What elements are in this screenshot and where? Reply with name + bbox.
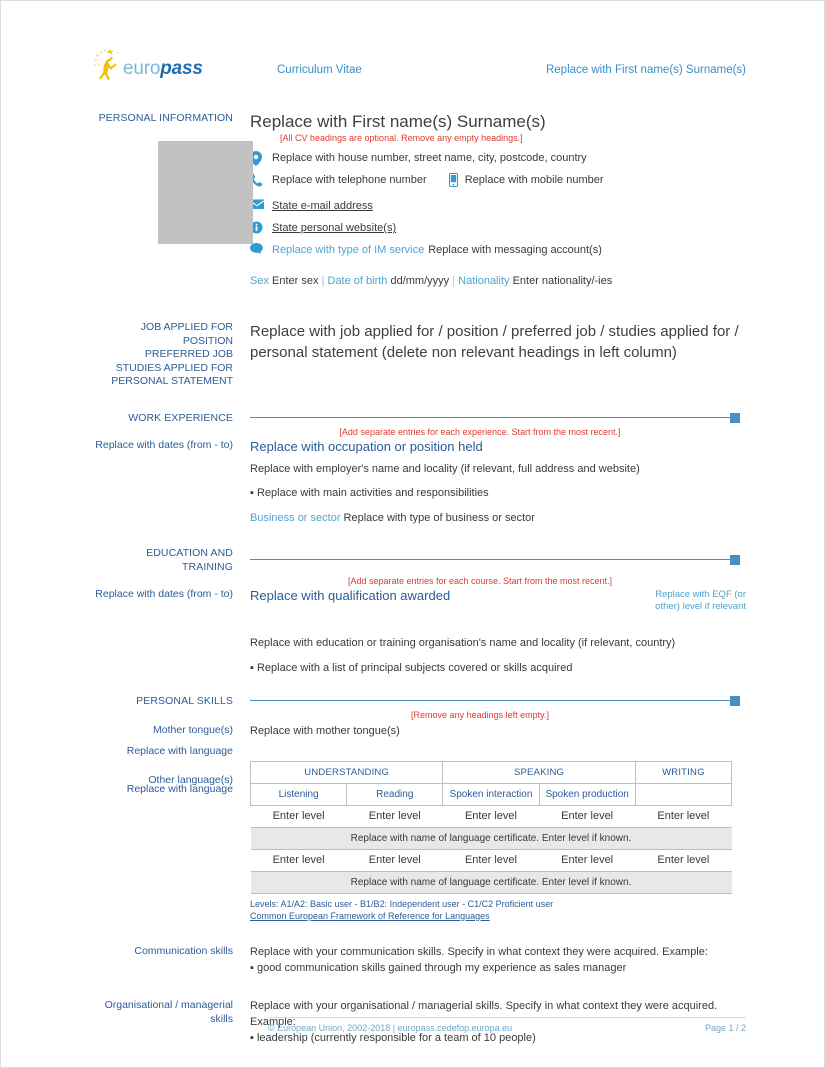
europass-star-icon <box>93 49 127 88</box>
business-or-sector-value: Replace with type of business or sector <box>343 511 535 524</box>
job-applied-line-1: POSITION <box>182 334 233 347</box>
sex-dob-nationality-line[interactable] <box>250 275 740 287</box>
personal-skills-red-note: [Remove any headings left empty.] <box>411 709 549 720</box>
work-experience-business-line[interactable] <box>250 510 740 526</box>
language-levels-legend <box>250 898 740 922</box>
address-line[interactable] <box>250 151 740 166</box>
work-experience-entry <box>1 438 824 526</box>
footer-copyright: © European Union, 2002-2018 | europass.cedefop.europa.eu <box>268 1023 513 1033</box>
communication-skills-bullet[interactable]: ▪ good communication skills gained through my experience as sales manager <box>250 961 627 974</box>
im-service-line[interactable] <box>250 243 740 258</box>
table-row-certificate <box>251 871 732 893</box>
job-applied-line-3: STUDIES APPLIED FOR <box>115 361 233 374</box>
section-label-personal-information: PERSONAL INFORMATION <box>98 112 233 124</box>
lang1-writing-level[interactable]: Enter level <box>635 805 731 827</box>
nationality-label: Nationality <box>458 275 510 287</box>
job-applied-section <box>1 321 824 389</box>
work-experience-activities[interactable]: ▪ Replace with main activities and responsibilities <box>250 486 489 499</box>
telephone-text: Replace with telephone number <box>272 174 427 186</box>
im-service-label: Replace with type of IM service <box>272 244 425 256</box>
date-of-birth-label: Date of birth <box>327 275 388 287</box>
page-title[interactable]: Replace with First name(s) Surname(s) <box>250 112 546 131</box>
table-header-writing: WRITING <box>635 761 731 783</box>
footer-divider <box>268 1017 746 1018</box>
education-dates-col[interactable] <box>93 587 250 676</box>
info-circle-icon <box>250 221 272 234</box>
separator-1: | <box>321 275 325 287</box>
mother-tongue-label: Mother tongue(s) <box>153 723 233 736</box>
communication-skills-body <box>250 944 740 976</box>
europass-logo <box>93 49 208 85</box>
lang1-spoken-production-level[interactable]: Enter level <box>539 805 635 827</box>
language-proficiency-table <box>250 761 732 894</box>
language-table-wrap <box>250 761 740 922</box>
lang1-listening-level[interactable]: Enter level <box>251 805 347 827</box>
education-red-note: [Add separate entries for each course. Start from the most recent.] <box>347 575 613 586</box>
mobile-phone-icon <box>449 173 465 192</box>
personal-skills-header <box>1 694 824 708</box>
lang1-spoken-interaction-level[interactable]: Enter level <box>443 805 539 827</box>
sex-value: Enter sex <box>272 275 319 287</box>
personal-skills-note-col <box>250 709 740 721</box>
phone-line[interactable] <box>250 173 740 192</box>
communication-skills-text[interactable]: Replace with your communication skills. Specify in what context they were acquired. Example: <box>250 945 708 958</box>
work-experience-entry-body <box>250 438 740 526</box>
table-row-certificate <box>251 827 732 849</box>
mother-tongue-row <box>1 723 824 739</box>
personal-skills-divider-wrap <box>250 696 740 706</box>
work-experience-employer[interactable]: Replace with employer's name and locality (if relevant, full address and website) <box>250 462 640 475</box>
sex-label: Sex <box>250 275 269 287</box>
work-experience-header <box>1 411 824 425</box>
table-header-row-groups <box>251 761 732 783</box>
communication-skills-label: Communication skills <box>134 944 233 957</box>
mother-tongue-value[interactable]: Replace with mother tongue(s) <box>250 724 400 737</box>
education-note-col <box>250 575 740 587</box>
section-label-work-experience: WORK EXPERIENCE <box>128 411 233 424</box>
logo-pass-text: pass <box>160 58 203 79</box>
section-divider <box>250 696 740 706</box>
im-account-text: Replace with messaging account(s) <box>428 244 602 256</box>
table-header-row-subs <box>251 783 732 805</box>
organisational-skills-label: Organisational / managerial skills <box>104 998 233 1025</box>
job-applied-line-4: PERSONAL STATEMENT <box>111 375 233 387</box>
separator-2: | <box>452 275 456 287</box>
personal-skills-note-row <box>1 709 824 721</box>
job-applied-body[interactable]: Replace with job applied for / position / preferred job / studies applied for / personal statement (delete non relevant headings in left column) <box>250 323 739 361</box>
date-of-birth-value: dd/mm/yyyy <box>390 275 450 287</box>
table-subheader-spoken-interaction: Spoken interaction <box>443 783 539 805</box>
education-note-row <box>1 575 824 587</box>
lang2-reading-level[interactable]: Enter level <box>347 849 443 871</box>
section-divider <box>250 555 740 565</box>
lang2-spoken-production-level[interactable]: Enter level <box>539 849 635 871</box>
job-applied-line-0: JOB APPLIED FOR <box>140 321 233 333</box>
email-text[interactable]: State e-mail address <box>272 200 373 212</box>
nationality-value: Enter nationality/-ies <box>512 275 613 287</box>
job-applied-label-col <box>93 321 250 389</box>
work-experience-dates-label: Replace with dates (from - to) <box>95 438 233 451</box>
location-pin-icon <box>250 151 272 166</box>
table-header-understanding: UNDERSTANDING <box>251 761 443 783</box>
table-subheader-spoken-production: Spoken production <box>539 783 635 805</box>
education-subjects[interactable]: ▪ Replace with a list of principal subjects covered or skills acquired <box>250 661 573 674</box>
education-dates-label: Replace with dates (from - to) <box>95 587 233 600</box>
header-curriculum-vitae-label: Curriculum Vitae <box>277 64 362 76</box>
work-experience-occupation[interactable]: Replace with occupation or position held <box>250 438 483 454</box>
education-header <box>1 546 824 574</box>
table-header-speaking: SPEAKING <box>443 761 635 783</box>
organisational-skills-text[interactable]: Replace with your organisational / managerial skills. Specify in what context they were acquired. Example: <box>250 999 718 1028</box>
work-experience-divider-wrap <box>250 413 740 423</box>
envelope-icon <box>250 199 272 210</box>
education-entry <box>1 587 824 676</box>
language-2-label[interactable]: Replace with language <box>126 783 233 795</box>
cefr-framework-link[interactable]: Common European Framework of Reference for Languages <box>250 910 490 921</box>
education-label-col <box>93 546 250 574</box>
mother-tongue-label-col <box>93 723 250 739</box>
communication-skills-label-col <box>93 944 250 976</box>
email-line[interactable] <box>250 199 740 214</box>
logo-euro-text: euro <box>123 58 161 79</box>
lang1-certificate[interactable]: Replace with name of language certificate. Enter level if known. <box>251 827 732 849</box>
table-subheader-listening: Listening <box>251 783 347 805</box>
optional-headings-note: [All CV headings are optional. Remove any empty headings.] <box>280 133 523 143</box>
education-divider-wrap <box>250 555 740 565</box>
telephone-icon <box>250 173 272 187</box>
work-experience-note-col <box>250 426 740 438</box>
language-1-label[interactable]: Replace with language <box>126 745 233 757</box>
website-text[interactable]: State personal website(s) <box>272 222 397 234</box>
mobile-text: Replace with mobile number <box>464 174 604 186</box>
work-experience-note-row <box>1 426 824 438</box>
europass-wordmark <box>123 58 203 80</box>
page-header <box>1 1 824 93</box>
chat-bubble-icon <box>250 243 272 255</box>
job-applied-line-2: PREFERRED JOB <box>144 348 233 360</box>
other-languages-label: Other language(s) <box>148 773 233 786</box>
website-line[interactable] <box>250 221 740 236</box>
lang2-writing-level[interactable]: Enter level <box>635 849 731 871</box>
education-qualification[interactable]: Replace with qualification awarded <box>250 587 451 603</box>
work-experience-red-note: [Add separate entries for each experience. Start from the most recent.] <box>339 426 621 437</box>
page-footer <box>1 1017 824 1037</box>
personal-information-section <box>1 111 824 287</box>
table-row <box>251 805 732 827</box>
table-row <box>251 849 732 871</box>
table-subheader-reading: Reading <box>347 783 443 805</box>
table-subheader-writing-blank <box>635 783 731 805</box>
footer-page-number: Page 1 / 2 <box>704 1023 746 1033</box>
work-experience-dates-col[interactable] <box>93 438 250 526</box>
section-label-personal-skills: PERSONAL SKILLS <box>136 694 233 707</box>
lang2-listening-level[interactable]: Enter level <box>251 849 347 871</box>
organisational-skills-bullet[interactable]: ▪ leadership (currently responsible for a team of 10 people) <box>250 1031 536 1044</box>
section-divider <box>250 413 740 423</box>
education-organisation[interactable]: Replace with education or training organisation's name and locality (if relevant, country) <box>250 636 676 649</box>
business-or-sector-label: Business or sector <box>250 511 341 524</box>
address-text: Replace with house number, street name, city, postcode, country <box>272 152 587 164</box>
section-label-education: EDUCATION AND TRAINING <box>146 546 233 573</box>
lang1-reading-level[interactable]: Enter level <box>347 805 443 827</box>
levels-legend-text: Levels: A1/A2: Basic user - B1/B2: Independent user - C1/C2 Proficient user <box>250 898 554 909</box>
header-name-label: Replace with First name(s) Surname(s) <box>545 64 746 76</box>
eqf-level-note: Replace with EQF (or other) level if relevant <box>655 588 746 612</box>
photo-placeholder[interactable] <box>158 141 253 244</box>
lang2-spoken-interaction-level[interactable]: Enter level <box>443 849 539 871</box>
personal-information-content <box>250 111 740 287</box>
work-experience-label-col <box>93 411 250 425</box>
communication-skills-row <box>1 944 824 976</box>
personal-skills-label-col <box>93 694 250 708</box>
lang2-certificate[interactable]: Replace with name of language certificate. Enter level if known. <box>251 871 732 893</box>
